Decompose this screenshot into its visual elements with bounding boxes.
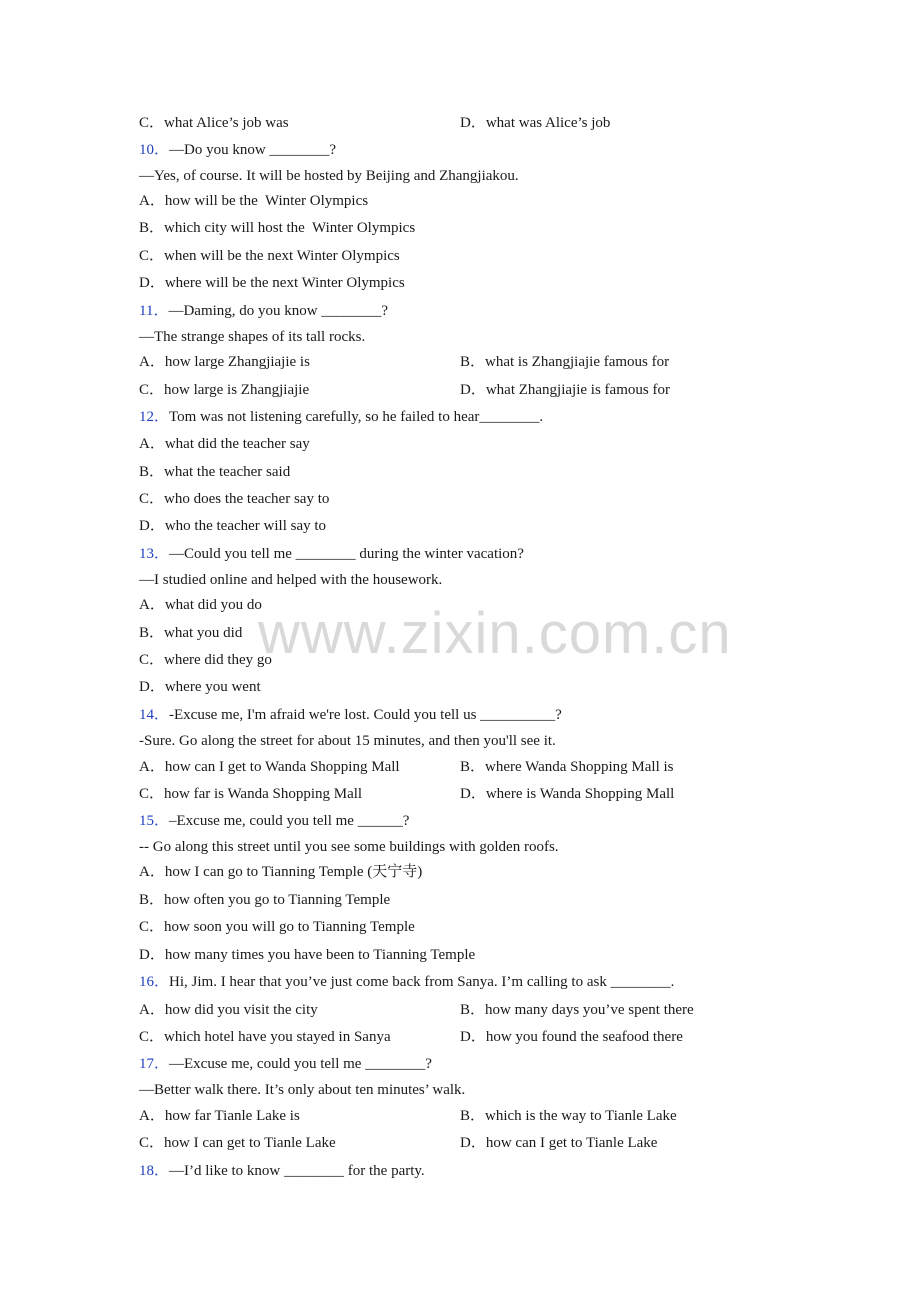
q9-option-d: D．what was Alice’s job	[460, 115, 611, 131]
q15-number: 15．	[139, 813, 170, 829]
q10-option-a: A．how will be the Winter Olympics	[139, 193, 369, 209]
q17-number: 17．	[139, 1056, 170, 1072]
q18-number: 18．	[139, 1163, 170, 1179]
q12-option-b: B．what the teacher said	[139, 464, 291, 480]
watermark: www.zixin.com.cn	[258, 601, 732, 666]
q16-stem-line	[139, 972, 674, 992]
q16-number: 16．	[139, 974, 170, 990]
q17-option-b: B．which is the way to Tianle Lake	[460, 1108, 677, 1124]
q13-stem: —Could you tell me ________ during the winter vacation?	[169, 546, 524, 562]
q16-option-b: B．how many days you’ve spent there	[460, 1002, 694, 1018]
q10-number: 10．	[139, 142, 170, 158]
q10-reply: —Yes, of course. It will be hosted by Beijing and Zhangjiakou.	[139, 168, 519, 184]
q15-option-c: C．how soon you will go to Tianning Temple	[139, 919, 415, 935]
q13-reply: —I studied online and helped with the housework.	[139, 572, 443, 588]
q12-stem: Tom was not listening carefully, so he failed to hear________.	[169, 409, 544, 425]
q10-option-d: D．where will be the next Winter Olympics	[139, 275, 405, 291]
q10-option-b: B．which city will host the Winter Olympics	[139, 220, 416, 236]
q10-option-c: C．when will be the next Winter Olympics	[139, 248, 400, 264]
q15-stem-line	[139, 811, 409, 831]
q17-stem-line	[139, 1054, 432, 1074]
q13-number: 13．	[139, 546, 170, 562]
q14-stem: -Excuse me, I'm afraid we're lost. Could you tell us __________?	[169, 707, 562, 723]
q16-option-c: C．which hotel have you stayed in Sanya	[139, 1029, 391, 1045]
q12-option-d: D．who the teacher will say to	[139, 518, 327, 534]
q14-option-c: C．how far is Wanda Shopping Mall	[139, 786, 363, 802]
q12-number: 12．	[139, 409, 170, 425]
q17-option-d: D．how can I get to Tianle Lake	[460, 1135, 658, 1151]
q14-option-b: B．where Wanda Shopping Mall is	[460, 759, 674, 775]
q16-option-a: A．how did you visit the city	[139, 1002, 318, 1018]
q13-option-d: D．where you went	[139, 679, 261, 695]
q13-option-b: B．what you did	[139, 625, 243, 641]
q11-option-c: C．how large is Zhangjiajie	[139, 382, 310, 398]
q12-option-a: A．what did the teacher say	[139, 436, 310, 452]
q14-reply: -Sure. Go along the street for about 15 minutes, and then you'll see it.	[139, 733, 556, 749]
q14-stem-line	[139, 705, 562, 725]
q17-option-c: C．how I can get to Tianle Lake	[139, 1135, 336, 1151]
q13-option-c: C．where did they go	[139, 652, 272, 668]
q11-stem: —Daming, do you know ________?	[168, 303, 389, 319]
q18-stem-line	[139, 1161, 425, 1181]
q12-option-c: C．who does the teacher say to	[139, 491, 330, 507]
q15-reply: -- Go along this street until you see some buildings with golden roofs.	[139, 839, 559, 855]
q11-number: 11．	[139, 303, 169, 319]
q14-option-a: A．how can I get to Wanda Shopping Mall	[139, 759, 400, 775]
q10-stem-line	[139, 140, 336, 160]
q15-stem: –Excuse me, could you tell me ______?	[169, 813, 410, 829]
q16-option-d: D．how you found the seafood there	[460, 1029, 683, 1045]
q11-stem-line	[139, 301, 388, 321]
q17-option-a: A．how far Tianle Lake is	[139, 1108, 300, 1124]
q11-option-d: D．what Zhangjiajie is famous for	[460, 382, 670, 398]
q15-option-a: A．how I can go to Tianning Temple (天宁寺)	[139, 864, 423, 880]
q18-stem: —I’d like to know ________ for the party.	[169, 1163, 425, 1179]
q12-stem-line	[139, 407, 543, 427]
q10-stem: —Do you know ________?	[169, 142, 337, 158]
q15-option-b: B．how often you go to Tianning Temple	[139, 892, 391, 908]
q17-reply: —Better walk there. It’s only about ten minutes’ walk.	[139, 1082, 466, 1098]
q15-option-d: D．how many times you have been to Tianning Temple	[139, 947, 476, 963]
q11-option-a: A．how large Zhangjiajie is	[139, 354, 310, 370]
q16-stem: Hi, Jim. I hear that you’ve just come back from Sanya. I’m calling to ask ________.	[169, 974, 675, 990]
q11-option-b: B．what is Zhangjiajie famous for	[460, 354, 670, 370]
q13-stem-line	[139, 544, 524, 564]
q13-option-a: A．what did you do	[139, 597, 262, 613]
q14-number: 14．	[139, 707, 170, 723]
q17-stem: —Excuse me, could you tell me ________?	[169, 1056, 432, 1072]
q11-reply: —The strange shapes of its tall rocks.	[139, 329, 366, 345]
q14-option-d: D．where is Wanda Shopping Mall	[460, 786, 675, 802]
q9-option-c: C．what Alice’s job was	[139, 115, 289, 131]
